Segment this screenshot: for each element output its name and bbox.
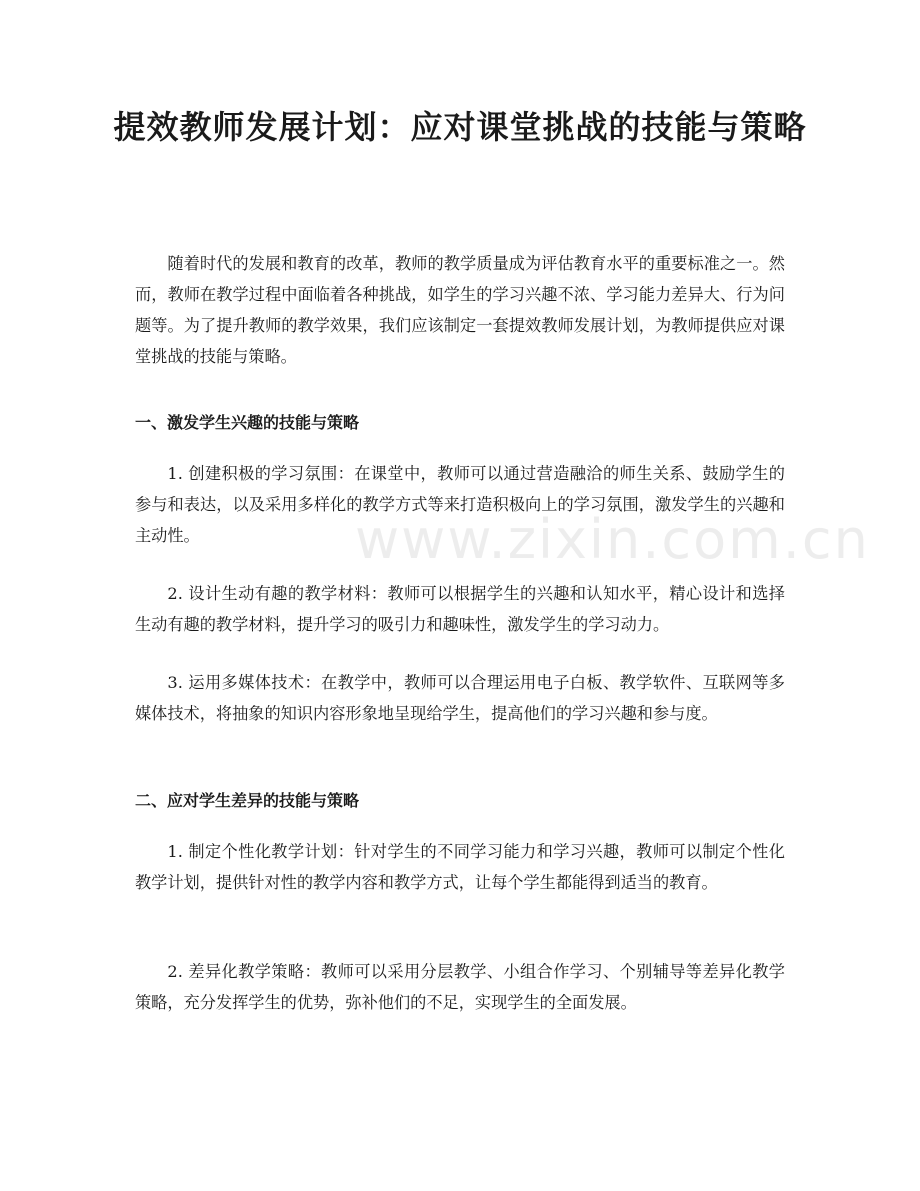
document-title: 提效教师发展计划：应对课堂挑战的技能与策略 bbox=[113, 108, 807, 146]
intro-paragraph: 随着时代的发展和教育的改革，教师的教学质量成为评估教育水平的重要标准之一。然而，教师在教学过程中面临着各种挑战，如学生的学习兴趣不浓、学习能力差异大、行为问题等。为了提升教师的教学效果，我们应该制定一套提效教师发展计划，为教师提供应对课堂挑战的技能与策略。 bbox=[135, 254, 785, 366]
section-1-item-3: 3. 运用多媒体技术：在教学中，教师可以合理运用电子白板、教学软件、互联网等多媒体技术，将抽象的知识内容形象地呈现给学生，提高他们的学习兴趣和参与度。 bbox=[135, 673, 785, 723]
section-2-item-1: 1. 制定个性化教学计划：针对学生的不同学习能力和学习兴趣，教师可以制定个性化教学计划，提供针对性的教学内容和教学方式，让每个学生都能得到适当的教育。 bbox=[135, 842, 785, 892]
watermark-text: www.zixin.com.cn bbox=[355, 508, 870, 571]
section-heading-2: 二、应对学生差异的技能与策略 bbox=[135, 791, 360, 810]
section-1-item-1: 1. 创建积极的学习氛围：在课堂中，教师可以通过营造融洽的师生关系、鼓励学生的参与和表达，以及采用多样化的教学方式等来打造积极向上的学习氛围，激发学生的兴趣和主动性。 bbox=[135, 464, 785, 545]
section-1-item-2: 2. 设计生动有趣的教学材料：教师可以根据学生的兴趣和认知水平，精心设计和选择生动有趣的教学材料，提升学习的吸引力和趣味性，激发学生的学习动力。 bbox=[135, 584, 785, 634]
section-2-item-2: 2. 差异化教学策略：教师可以采用分层教学、小组合作学习、个别辅导等差异化教学策略，充分发挥学生的优势，弥补他们的不足，实现学生的全面发展。 bbox=[135, 962, 785, 1012]
section-heading-1: 一、激发学生兴趣的技能与策略 bbox=[135, 413, 360, 432]
